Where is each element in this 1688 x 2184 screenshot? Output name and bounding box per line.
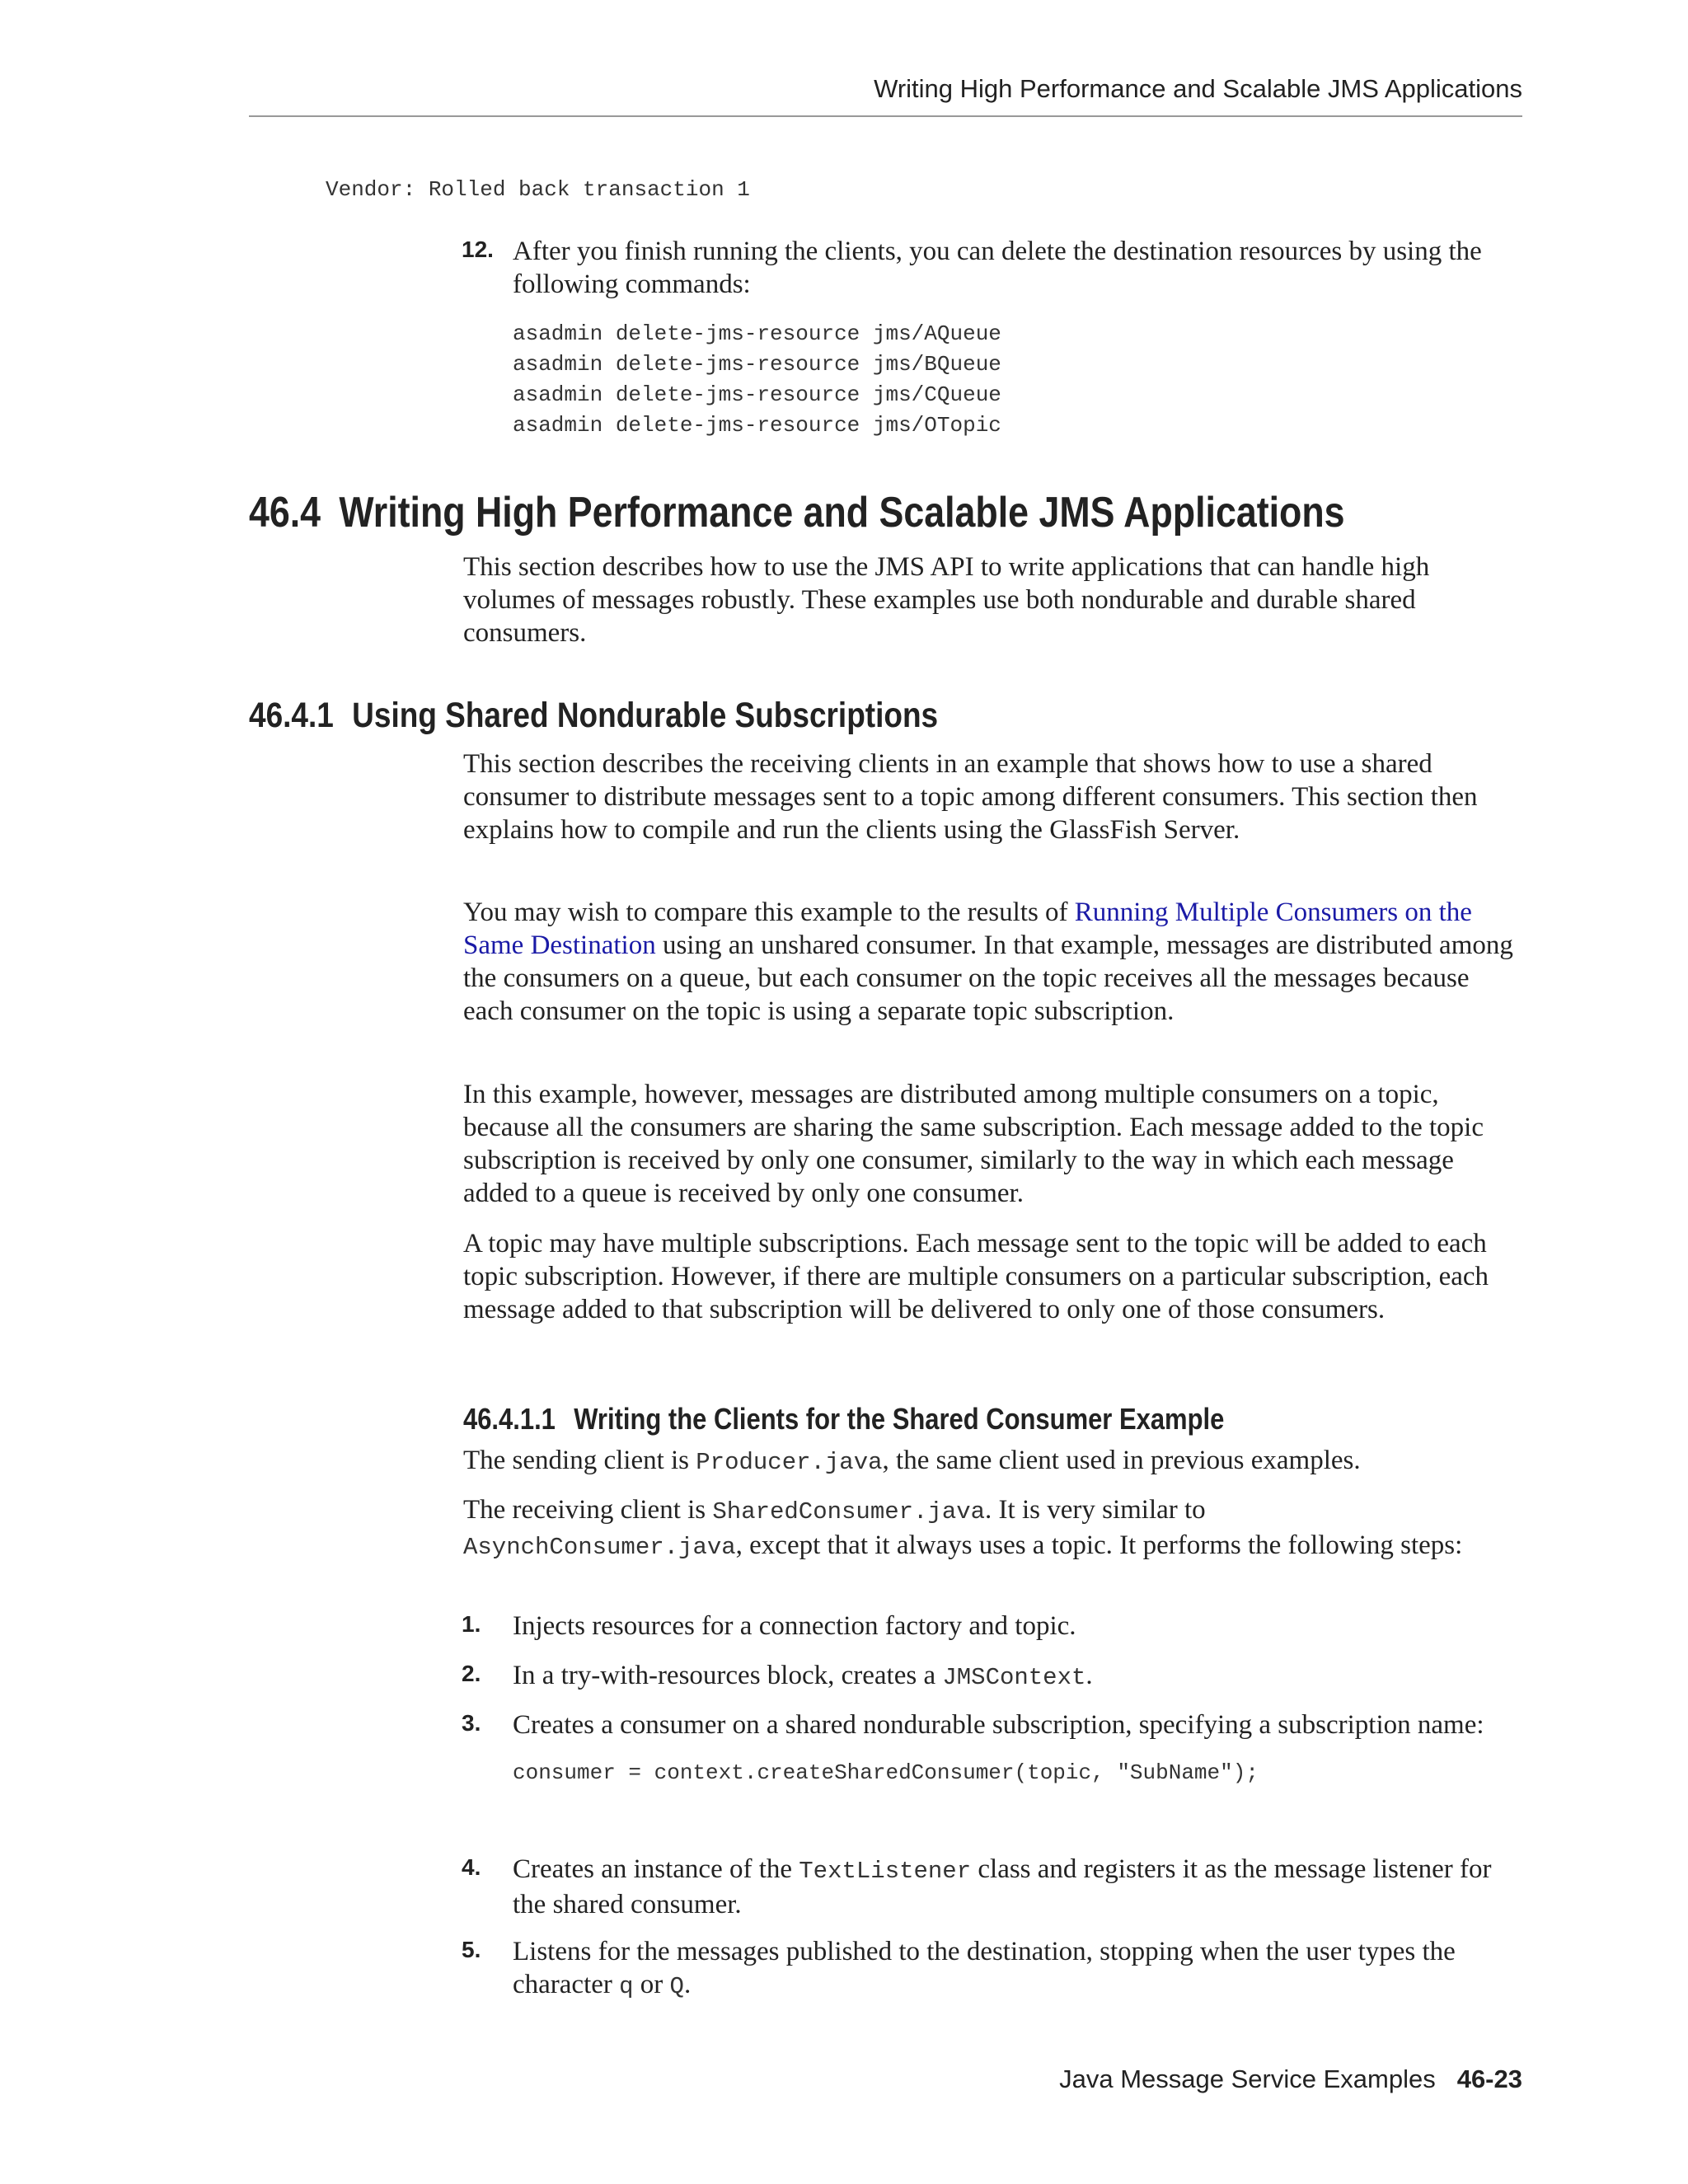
subsubsection-title: Writing the Clients for the Shared Consumer Example: [574, 1402, 1225, 1436]
section-intro: This section describes how to use the JMS API to write applications that can handle high volumes of messages robustly. These examples use both nondurable and durable shared consumers.: [463, 552, 1430, 648]
step-3: [462, 1708, 1522, 1788]
subsection-paragraph-2: [463, 896, 1522, 1028]
subsubsection-number: 46.4.1.1: [463, 1402, 556, 1436]
p-text: class and registers it as the message listener for the shared consumer.: [513, 1854, 1492, 1919]
p-text: , the same client used in previous examples.: [882, 1446, 1361, 1475]
step-text: After you finish running the clients, you can delete the destination resources by using the following commands:: [513, 237, 1482, 299]
Q-code: Q: [669, 1973, 684, 2000]
subsection-heading: [249, 695, 938, 736]
p-text: The receiving client is: [463, 1495, 713, 1525]
step-number: 4.: [462, 1854, 481, 1880]
p-text: .: [1085, 1661, 1093, 1690]
step-number: 5.: [462, 1937, 481, 1962]
subsection-paragraph-3: In this example, however, messages are distributed among multiple consumers on a topic, because all the consumers are sharing the same subscription. Each message added to the topic subscription is received by only one consumer, similarly to the way in which each message added to a queue is received by only one consumer.: [463, 1080, 1484, 1208]
textlistener-code: TextListener: [799, 1858, 972, 1885]
q-code: q: [619, 1973, 634, 2000]
section-title: Writing High Performance and Scalable JMS Applications: [339, 489, 1345, 537]
step-1: [462, 1610, 1522, 1643]
jmscontext-code: JMSContext: [942, 1664, 1086, 1691]
p-text: Listens for the messages published to the destination, stopping when the user types the character: [513, 1937, 1456, 1999]
p-text: In a try-with-resources block, creates a: [513, 1661, 943, 1690]
subsection-paragraph-1: This section describes the receiving clients in an example that shows how to use a shared consumer to distribute messages sent to a topic among different consumers. This section then explains how to compile and run the clients using the GlassFish Server.: [463, 749, 1478, 845]
section-number: 46.4: [249, 489, 321, 537]
p-text: .: [683, 1970, 692, 1999]
step-text: [513, 1659, 1522, 1694]
shared-consumer-java-code: SharedConsumer.java: [712, 1498, 986, 1526]
p-text: The sending client is: [463, 1446, 696, 1475]
running-multiple-consumers-link[interactable]: Running Multiple Consumers on the Same Destination: [463, 898, 1472, 960]
sending-client-paragraph: [463, 1444, 1522, 1479]
step-2: [462, 1659, 1522, 1694]
step-number: 12.: [462, 237, 494, 262]
step-number: 3.: [462, 1710, 481, 1736]
subsubsection-heading: [463, 1401, 1224, 1437]
create-shared-consumer-code: consumer = context.createSharedConsumer(topic, "SubName");: [513, 1760, 1259, 1785]
p-text: Creates an instance of the: [513, 1854, 799, 1884]
step-number: 2.: [462, 1661, 481, 1686]
p-text: . It is very similar to: [985, 1495, 1206, 1525]
step-5: [462, 1935, 1522, 2004]
p-text: or: [633, 1970, 670, 1999]
p2-text-before: You may wish to compare this example to the results of: [463, 898, 1075, 927]
subsection-paragraph-4: A topic may have multiple subscriptions. Each message sent to the topic will be added to each topic subscription. However, if there are multiple consumers on a particular subscription, each message added to that subscription will be delivered to only one of those consumers.: [463, 1229, 1489, 1324]
step-12: [462, 235, 1522, 441]
step-text: [513, 1853, 1522, 1921]
header-rule: [249, 115, 1522, 117]
page-number: 46-23: [1456, 2064, 1522, 2093]
subsection-number: 46.4.1: [249, 696, 334, 735]
page-footer: [1059, 2064, 1522, 2094]
step-text: Injects resources for a connection factory and topic.: [513, 1611, 1076, 1641]
vendor-code-line: Vendor: Rolled back transaction 1: [326, 177, 750, 202]
section-heading: [249, 488, 1345, 537]
p-text: , except that it always uses a topic. It performs the following steps:: [735, 1530, 1463, 1560]
footer-title: Java Message Service Examples: [1059, 2064, 1436, 2093]
step-text: [513, 1935, 1522, 2004]
receiving-client-paragraph: [463, 1493, 1522, 1564]
subsection-title: Using Shared Nondurable Subscriptions: [352, 696, 939, 735]
delete-commands-code: asadmin delete-jms-resource jms/AQueue asadmin delete-jms-resource jms/BQueue asadmin delete-jms-resource jms/CQueue asadmin delete-jms-resource jms/OTopic: [513, 321, 1001, 438]
step-number: 1.: [462, 1611, 481, 1637]
p2-text-after: using an unshared consumer. In that example, messages are distributed among the consumers on a queue, but each consumer on the topic receives all the messages because each consumer on the topic is using a separate topic subscription.: [463, 930, 1513, 1026]
step-4: [462, 1853, 1522, 1921]
producer-java-code: Producer.java: [696, 1449, 883, 1476]
page-header-title: Writing High Performance and Scalable JMS Applications: [874, 74, 1522, 103]
step-text: Creates a consumer on a shared nondurable subscription, specifying a subscription name:: [513, 1710, 1484, 1740]
asynch-consumer-java-code: AsynchConsumer.java: [463, 1534, 736, 1561]
